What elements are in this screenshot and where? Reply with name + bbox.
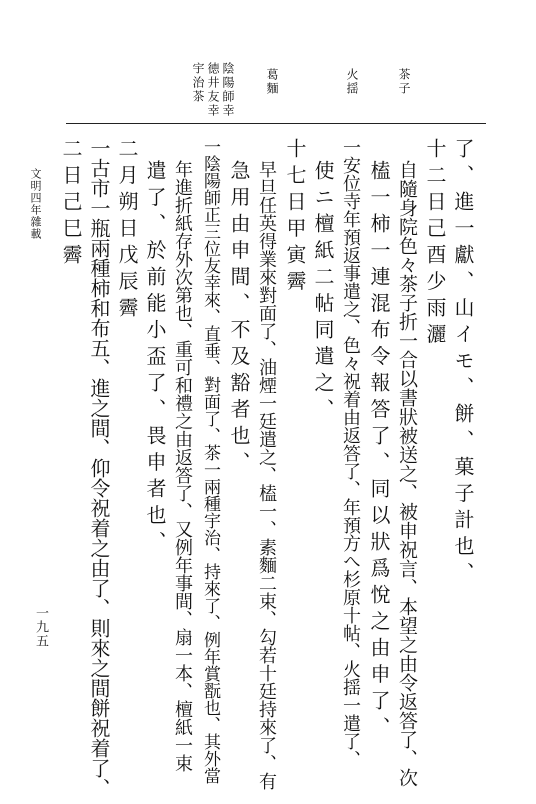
text-column: 一安位寺年預返事遣之、色々祝着由返答了、年預方へ杉原十帖、火揺一遣了、 (340, 138, 361, 768)
head-note: 火揺 (345, 68, 359, 96)
book-title: 文明四年雜載 (29, 168, 42, 240)
text-column: 十七日甲寅霽 (283, 138, 307, 297)
head-note: 茶子 (397, 68, 411, 96)
head-note: 葛麵 (265, 68, 279, 96)
text-column: 一陰陽師正三位友幸來、直垂、對面了、茶一兩種宇治、持來了、例年賞翫也、其外當 (200, 138, 220, 784)
page-number: 一九五 (33, 606, 48, 648)
text-column: 一古市一瓶兩種柿和布五、進之間、仰令祝着之由了、則來之間餅祝着了、 (87, 138, 111, 798)
text-column: 使ニ檀紙二帖同遣之、 (311, 160, 335, 425)
header-rule (66, 123, 486, 124)
text-column: 早旦任英得業來對面了、油煙一廷遣之、榼一、素麵二束、勾若十廷持來了、有 (256, 160, 277, 790)
text-column: 年進折紙存外次第也、重可和禮之由返答了、又例年事間、扇一本、檀紙一束 (172, 160, 193, 772)
head-note: 徳井友幸 (206, 62, 220, 118)
text-column: 二日己巳霽 (59, 138, 83, 271)
text-column: 急用由申間、不及豁者也、 (227, 160, 251, 478)
text-column: 榼一柿一連混布令報答了、同以狀爲悅之由申了、 (367, 160, 391, 743)
head-note: 陰陽師幸 (221, 62, 235, 118)
text-column: 了、進一獻、山イモ、餅、菓子計也、 (451, 138, 475, 589)
text-column: 十二日己酉少雨灑 (423, 138, 447, 350)
head-note: 宇治茶 (191, 62, 205, 104)
text-column: 自隨身院色々茶子折一合以書狀被送之、被申祝言、本望之由令返答了、次 (396, 160, 418, 787)
text-column: 遣了、於前能小盃了、畏申者也、 (143, 160, 167, 558)
text-column: 二月朔日戊辰霽 (115, 138, 139, 324)
